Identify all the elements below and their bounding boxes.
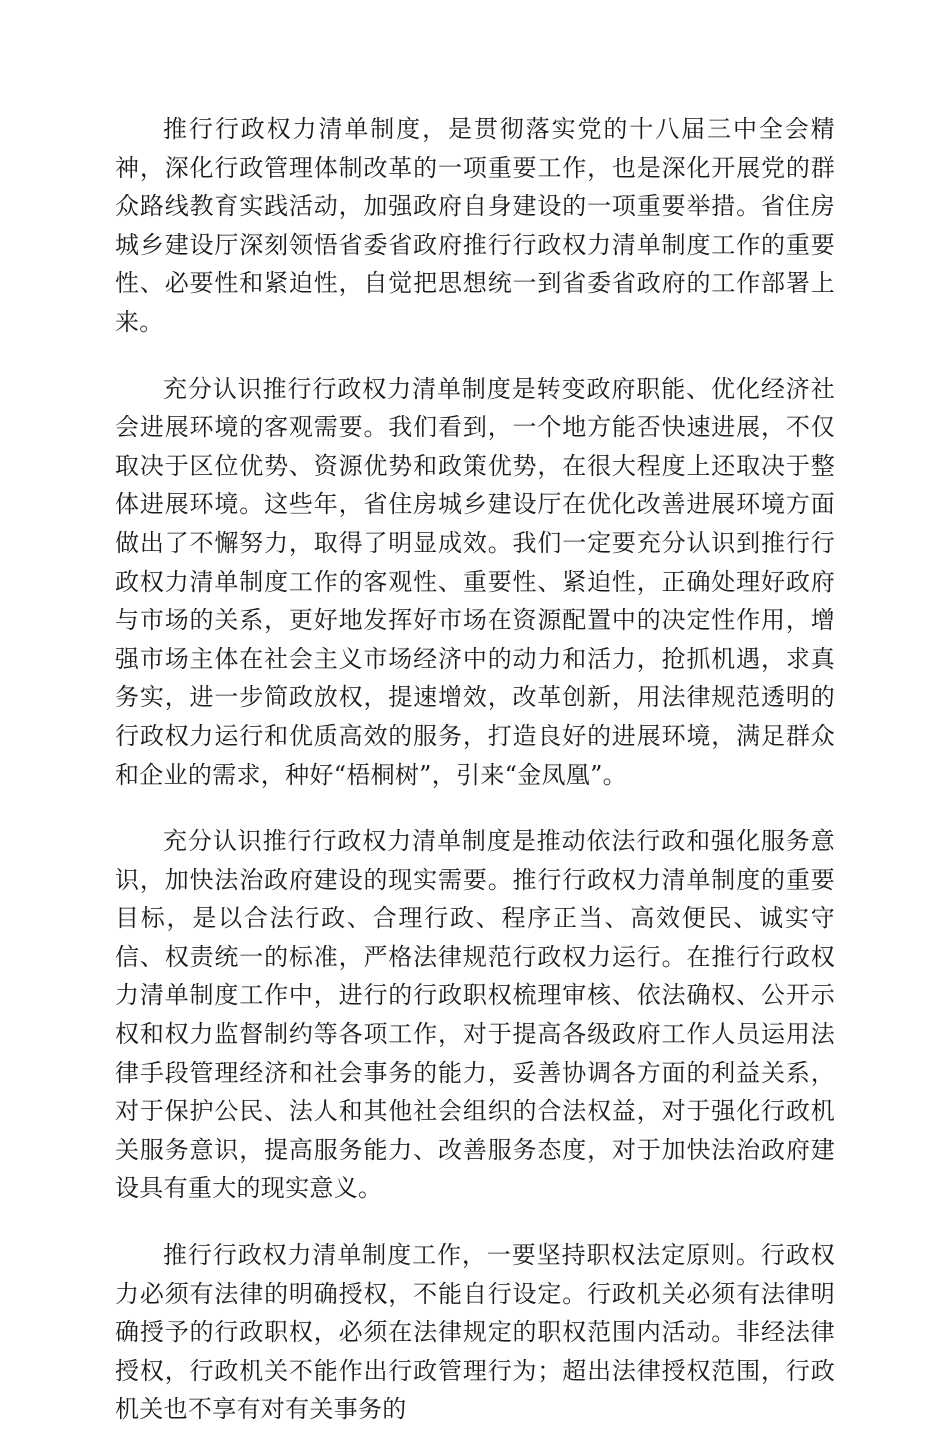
document-page <box>115 110 835 1429</box>
paragraph-3: 充分认识推行行政权力清单制度是推动依法行政和强化服务意识，加快法治政府建设的现实需要。推行行政权力清单制度的重要目标，是以合法行政、合理行政、程序正当、高效便民、诚实守信、权责统一的标准，严格法律规范行政权力运行。在推行行政权力清单制度工作中，进行的行政职权梳理审核、依法确权、公开示权和权力监督制约等各项工作，对于提高各级政府工作人员运用法律手段管理经济和社会事务的能力，妥善协调各方面的利益关系，对于保护公民、法人和其他社会组织的合法权益，对于强化行政机关服务意识，提高服务能力、改善服务态度，对于加快法治政府建设具有重大的现实意义。 <box>115 827 835 1203</box>
paragraph-1: 推行行政权力清单制度，是贯彻落实党的十八届三中全会精神，深化行政管理体制改革的一项重要工作，也是深化开展党的群众路线教育实践活动，加强政府自身建设的一项重要举措。省住房城乡建设厅深刻领悟省委省政府推行行政权力清单制度工作的重要性、必要性和紧迫性，自觉把思想统一到省委省政府的工作部署上来。 <box>115 115 835 336</box>
paragraph-2: 充分认识推行行政权力清单制度是转变政府职能、优化经济社会进展环境的客观需要。我们看到，一个地方能否快速进展，不仅取决于区位优势、资源优势和政策优势，在很大程度上还取决于整体进展环境。这些年，省住房城乡建设厅在优化改善进展环境方面做出了不懈努力，取得了明显成效。我们一定要充分认识到推行行政权力清单制度工作的客观性、重要性、紧迫性，正确处理好政府与市场的关系，更好地发挥好市场在资源配置中的决定性作用，增强市场主体在社会主义市场经济中的动力和活力，抢抓机遇，求真务实，进一步简政放权，提速增效，改革创新，用法律规范透明的行政权力运行和优质高效的服务，打造良好的进展环境，满足群众和企业的需求，种好“梧桐树”，引来“金凤凰”。 <box>115 374 835 789</box>
paragraph-4: 推行行政权力清单制度工作，一要坚持职权法定原则。行政权力必须有法律的明确授权，不能自行设定。行政机关必须有法律明确授予的行政职权，必须在法律规定的职权范围内活动。非经法律授权，行政机关不能作出行政管理行为；超出法律授权范围，行政机关也不享有对有关事务的 <box>115 1241 835 1424</box>
